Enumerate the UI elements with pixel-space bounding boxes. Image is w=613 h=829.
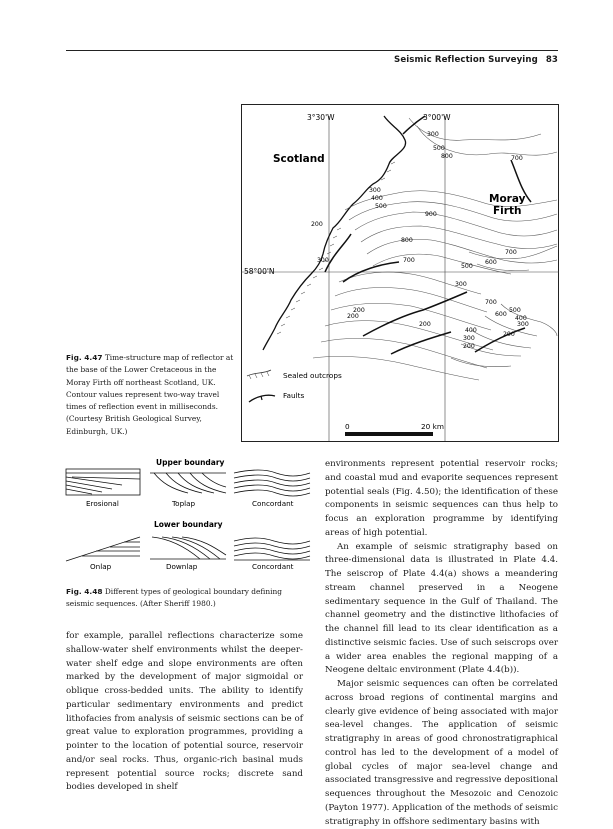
legend-outcrops: Sealed outcrops [283,371,342,380]
contour-label: 400 [515,315,527,322]
concordant-lower-panel [234,538,310,560]
contour-label: 700 [505,249,517,256]
paragraph: Major seismic sequences can often be correlated across broad regions of continental margins and clearly give evidence of being associated with major sea-level changes. The application of seismic stratigraphy in areas of good chronostratigraphical control has led to the development of a model of global cycles of major sea-level change and associated transgressive and regressive depositional sequences throughout the Mesozoic and Cenozoic (Payton 1977). Application of the methods of seismic stratigraphy in offshore sedimentary basins with [325,679,558,827]
contour-label: 400 [371,195,383,202]
downlap-panel [150,537,226,559]
concordant-lower-label: Concordant [252,562,294,571]
lower-boundary-title: Lower boundary [154,520,223,529]
contour-label: 800 [401,237,413,244]
downlap-label: Downlap [166,562,198,571]
contour-label: 500 [461,263,473,270]
paragraph: for example, parallel reflections characterize some shallow-water shelf environments whilst the deeper-water shelf edge and slope environments are often marked by the development of major sigmoidal or oblique cross-bedded units. The ability to identify particular sedimentary environments and predict lithofacies from analysis of seismic sections can be of great value to exploration programmes, providing a pointer to the location of potential source, reservoir and/or seal rocks. Thus, organic-rich basinal muds represent potential source rocks; discrete sand bodies developed in shelf [66,631,303,793]
sea-label-2: Firth [493,205,522,217]
contour-label: 500 [509,307,521,314]
lat-label: 58°00'N [244,267,275,276]
contour-label: 200 [311,221,323,228]
paragraph: An example of seismic stratigraphy based on three-dimensional data is illustrated in Plate 4.4. The seiscrop of Plate 4.4(a) shows a meandering stream channel preserved in a Neogene sedimentary sequence in the Gulf of Thailand. The channel geometry and the distinctive lithofacies of the channel fill lead to its clear identification as a distinctive seismic facies. Use of such seiscrops over a wider area enables the regional mapping of a Neogene deltaic environment (Plate 4.4(b)). [325,541,558,676]
contour-label: 400 [465,327,477,334]
contour-label: 700 [403,257,415,264]
onlap-panel [66,537,140,561]
legend [247,370,342,402]
lon-label-1: 3°30'W [307,113,335,122]
left-column-text [66,630,303,795]
toplap-panel [150,473,226,493]
contour-label: 900 [425,211,437,218]
contour-label: 700 [511,155,523,162]
running-head [394,55,558,65]
sea-label-1: Moray [489,193,526,205]
contour-label: 200 [419,321,431,328]
erosional-panel [66,469,140,495]
contour-label: 300 [455,281,467,288]
contour-label: 200 [503,331,515,338]
lon-label-2: 3°00'W [423,113,451,122]
contour-label: 300 [317,257,329,264]
figure-4-48-caption [66,586,312,611]
paragraph: environments represent potential reservoir rocks; and coastal mud and evaporite sequences represent potential seals (Fig. 4.50); the identification of these components in seismic sequences can thus help to focus an exploration programme by identifying areas of high potential. [325,459,558,538]
contour-label: 500 [433,145,445,152]
land-label: Scotland [273,153,325,165]
contour-label: 200 [463,343,475,350]
contour-label: 200 [353,307,365,314]
onlap-label: Onlap [90,562,112,571]
figure-4-48-label: Fig. 4.48 [66,587,103,596]
contour-label: 500 [375,203,387,210]
contour-label: 700 [485,299,497,306]
scale-end: 20 km [421,422,444,431]
figure-4-47-caption [66,352,234,438]
erosional-label: Erosional [86,499,119,508]
scale-start: 0 [345,422,350,431]
boundary-types-diagram [62,455,314,577]
contour-value-labels [311,131,529,350]
contour-label: 300 [369,187,381,194]
scale-bar [345,422,444,436]
right-column-text [325,458,558,829]
running-title: Seismic Reflection Surveying [394,55,538,65]
contour-label: 800 [441,153,453,160]
figure-4-47-caption-text: Time-structure map of reflector at the base of the Lower Cretaceous in the Moray Firth off northeast Scotland, UK. Contour values represent two-way travel times of reflection event in milliseconds. (Courtesy British Geological Survey, Edinburgh, UK.) [66,353,234,436]
page-number: 83 [545,55,558,65]
figure-4-47-label: Fig. 4.47 [66,353,103,362]
contour-label: 300 [517,321,529,328]
coastline [263,116,406,350]
toplap-label: Toplap [172,499,196,508]
contour-label: 600 [495,311,507,318]
moray-firth-map [241,104,559,442]
contour-label: 300 [427,131,439,138]
contour-label: 300 [463,335,475,342]
contour-label: 600 [485,259,497,266]
concordant-upper-panel [234,470,310,496]
figure-4-48-caption-text: Different types of geological boundary defining seismic sequences. (After Sheriff 1980.) [66,587,282,609]
contour-label: 200 [347,313,359,320]
legend-faults: Faults [283,391,305,400]
upper-boundary-title: Upper boundary [156,458,225,467]
header-rule [66,50,558,51]
concordant-upper-label: Concordant [252,499,294,508]
